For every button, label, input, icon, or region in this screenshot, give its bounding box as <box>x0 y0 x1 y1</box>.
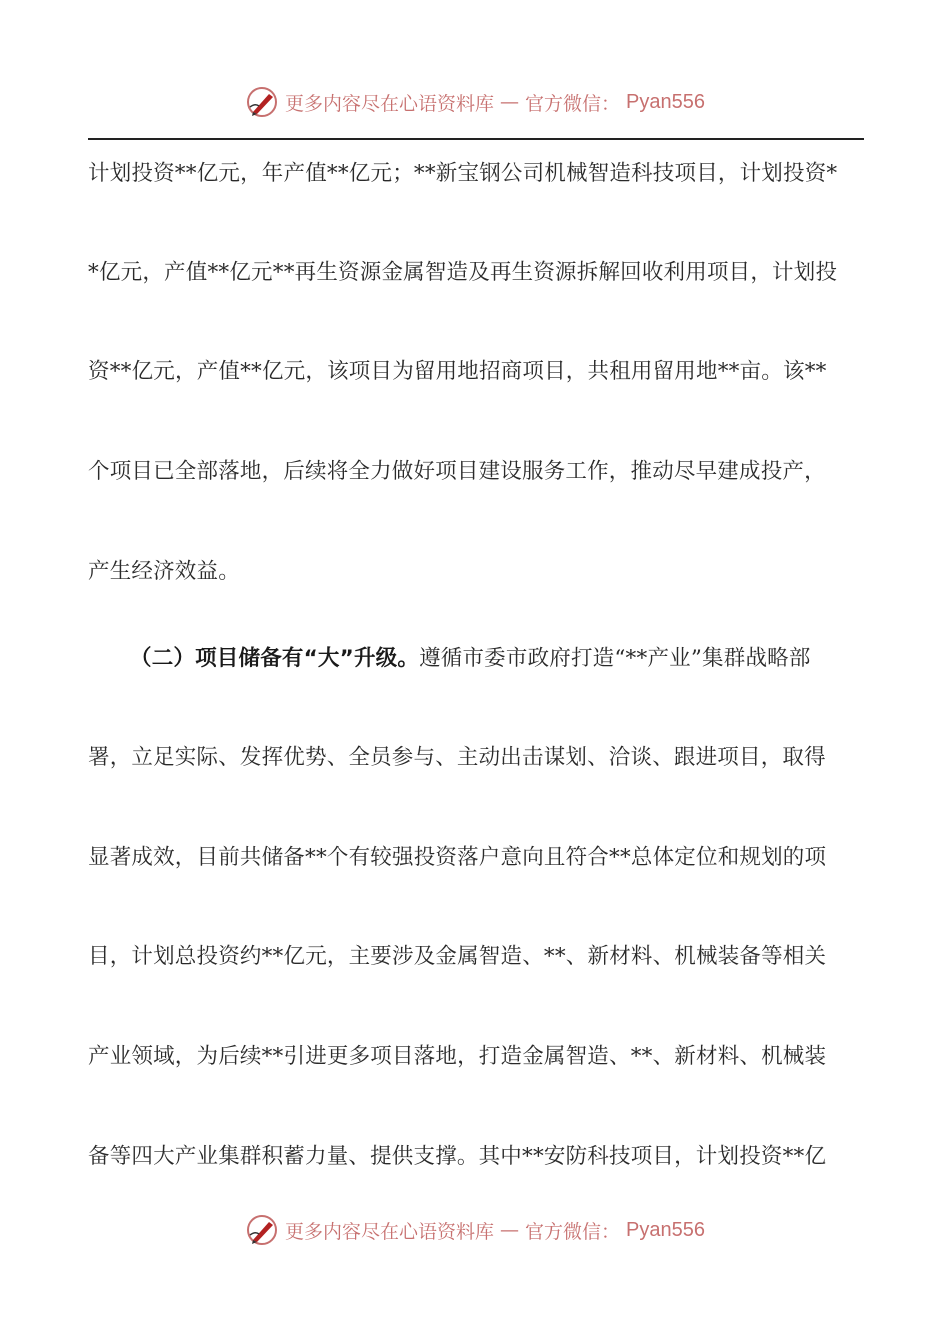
body-line-2: *亿元，产值**亿元**再生资源金属智造及再生资源拆解回收利用项目，计划投 <box>88 260 838 285</box>
body-line-5: 产生经济效益。 <box>88 559 240 584</box>
watermark-suffix: 官方微信： <box>525 1220 621 1243</box>
body-line-3: 资**亿元，产值**亿元，该项目为留用地招商项目，共租用留用地**亩。该** <box>88 359 827 384</box>
header-watermark <box>0 84 950 120</box>
watermark-separator: — <box>500 1219 520 1241</box>
watermark-handle: Pyan556 <box>626 90 705 113</box>
watermark-separator: — <box>500 91 520 113</box>
header-divider <box>88 138 864 140</box>
section-first-line <box>130 643 864 675</box>
body-line-4: 个项目已全部落地，后续将全力做好项目建设服务工作，推动尽早建成投产， <box>88 459 826 484</box>
section-line-4: 产业领域，为后续**引进更多项目落地，打造金属智造、**、新材料、机械装 <box>88 1044 827 1069</box>
watermark-suffix: 官方微信： <box>525 92 621 115</box>
watermark-text: 更多内容尽在心语资料库 <box>285 1220 495 1243</box>
body-line-1: 计划投资**亿元，年产值**亿元；**新宝钢公司机械智造科技项目，计划投资* <box>88 161 838 186</box>
watermark-text: 更多内容尽在心语资料库 <box>285 92 495 115</box>
pen-logo-icon <box>245 1213 279 1247</box>
section-heading: （二）项目储备有“大”升级。 <box>130 646 420 671</box>
section-line-2: 显著成效，目前共储备**个有较强投资落户意向且符合**总体定位和规划的项 <box>88 845 827 870</box>
section-first-line-text: 遵循市委市政府打造“**产业”集群战略部 <box>419 646 811 671</box>
pen-logo-icon <box>245 85 279 119</box>
section-line-1: 署，立足实际、发挥优势、全员参与、主动出击谋划、洽谈、跟进项目，取得 <box>88 745 826 770</box>
section-line-5: 备等四大产业集群积蓄力量、提供支撑。其中**安防科技项目，计划投资**亿 <box>88 1144 827 1169</box>
watermark-handle: Pyan556 <box>626 1218 705 1241</box>
footer-watermark <box>0 1212 950 1248</box>
section-line-3: 目，计划总投资约**亿元，主要涉及金属智造、**、新材料、机械装备等相关 <box>88 944 827 969</box>
